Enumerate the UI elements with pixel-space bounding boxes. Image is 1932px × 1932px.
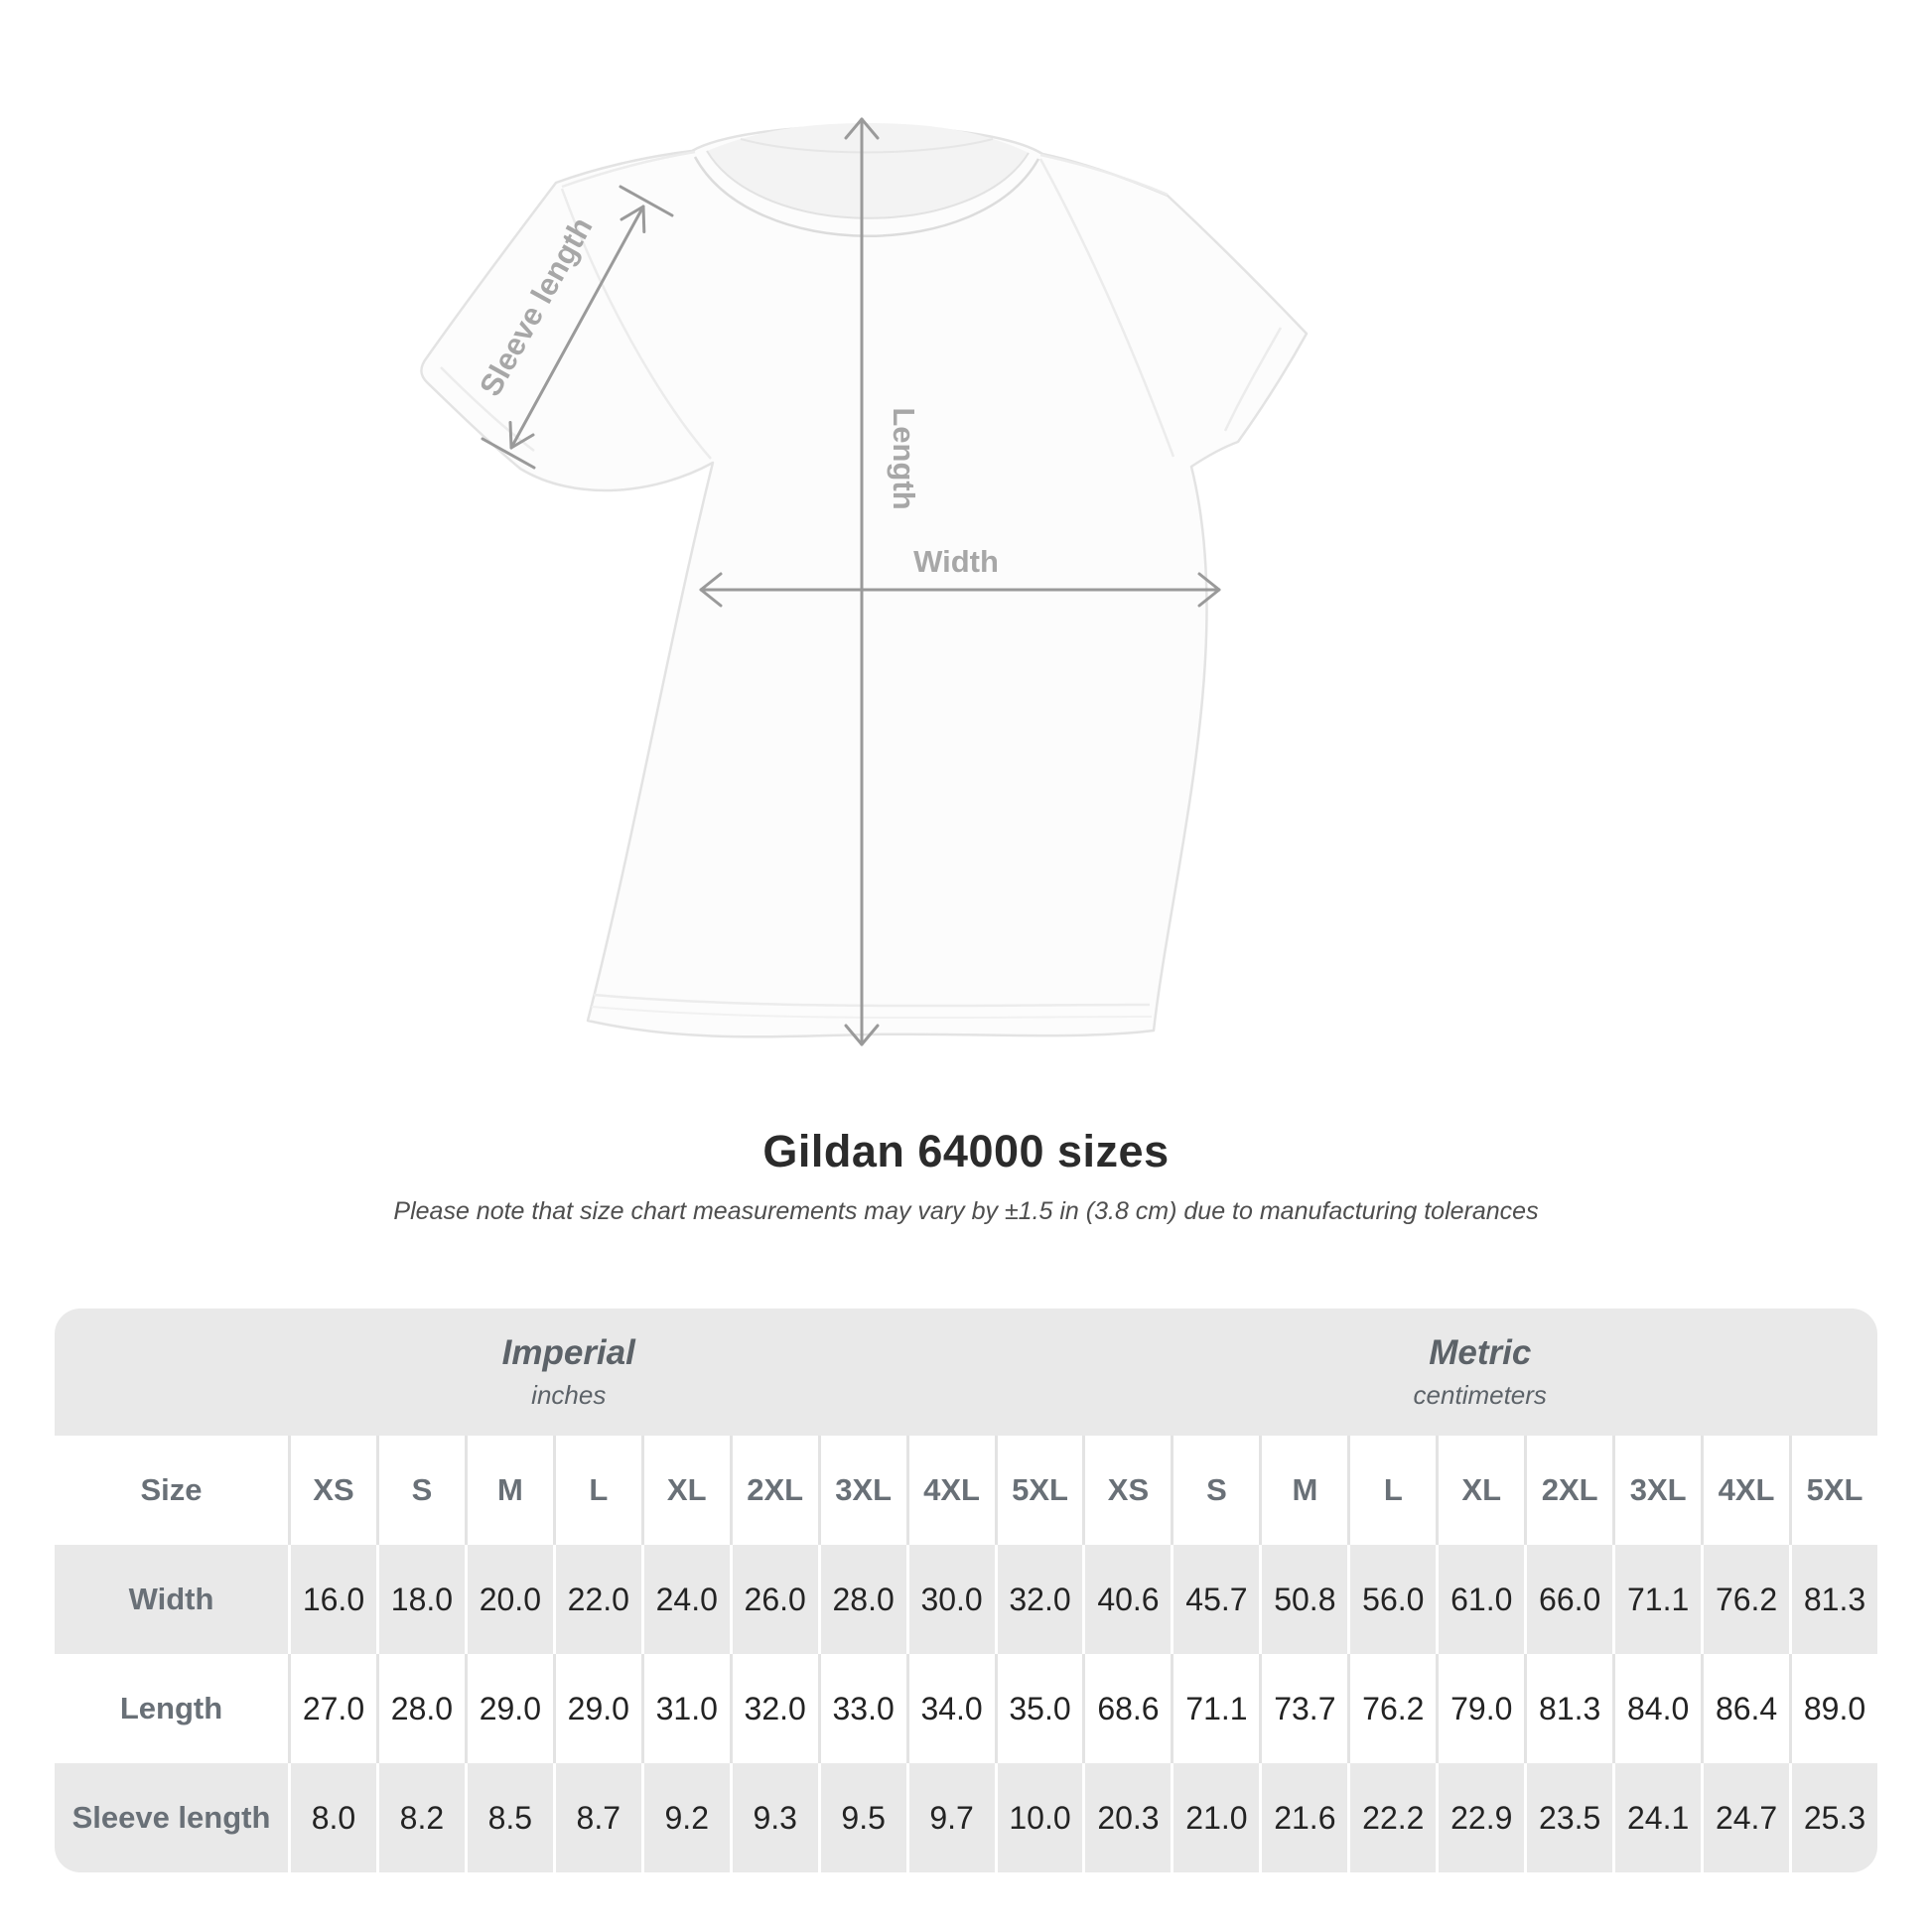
measurement-value: 71.1 <box>1612 1545 1701 1654</box>
measurement-value: 23.5 <box>1524 1763 1612 1872</box>
size-column-header: 3XL <box>818 1436 906 1545</box>
measurement-value: 26.0 <box>730 1545 818 1654</box>
unit-group-imperial <box>55 1309 1083 1436</box>
size-column-header: M <box>1259 1436 1347 1545</box>
page-title: Gildan 64000 sizes <box>762 1126 1170 1176</box>
measurement-row-label: Length <box>119 1691 223 1725</box>
metric-unit-label: centimeters <box>1413 1380 1547 1410</box>
measurement-value: 21.6 <box>1259 1763 1347 1872</box>
size-column-header: 5XL <box>1789 1436 1877 1545</box>
length-label: Length <box>887 407 921 510</box>
size-column-header: 4XL <box>1701 1436 1789 1545</box>
size-column-header: XL <box>1436 1436 1524 1545</box>
measurement-value: 76.2 <box>1701 1545 1789 1654</box>
measurement-value: 31.0 <box>641 1654 730 1763</box>
size-column-header: 3XL <box>1612 1436 1701 1545</box>
width-label: Width <box>913 544 999 579</box>
imperial-unit-label: inches <box>531 1380 607 1410</box>
measurement-value: 30.0 <box>906 1545 995 1654</box>
size-column-header: L <box>553 1436 641 1545</box>
size-column-header: XL <box>641 1436 730 1545</box>
measurement-value: 22.0 <box>553 1545 641 1654</box>
size-column-header: 2XL <box>730 1436 818 1545</box>
size-column-header: XS <box>1082 1436 1171 1545</box>
measurement-value: 28.0 <box>376 1654 465 1763</box>
measurement-value: 32.0 <box>995 1545 1083 1654</box>
measurement-value: 8.7 <box>553 1763 641 1872</box>
measurement-value: 66.0 <box>1524 1545 1612 1654</box>
measurement-value: 21.0 <box>1171 1763 1259 1872</box>
measurement-value: 8.0 <box>288 1763 376 1872</box>
measurement-value: 61.0 <box>1436 1545 1524 1654</box>
measurement-value: 81.3 <box>1789 1545 1877 1654</box>
measurement-value: 76.2 <box>1347 1654 1436 1763</box>
size-column-header: 2XL <box>1524 1436 1612 1545</box>
measurement-row-label: Sleeve length <box>71 1800 271 1835</box>
measurement-value: 81.3 <box>1524 1654 1612 1763</box>
measurement-value: 25.3 <box>1789 1763 1877 1872</box>
measurement-value: 79.0 <box>1436 1654 1524 1763</box>
measurement-value: 20.0 <box>465 1545 553 1654</box>
measurement-value: 35.0 <box>995 1654 1083 1763</box>
heading <box>0 1120 1932 1226</box>
measurement-value: 86.4 <box>1701 1654 1789 1763</box>
measurement-value: 9.5 <box>818 1763 906 1872</box>
measurement-value: 45.7 <box>1171 1545 1259 1654</box>
measurement-value: 29.0 <box>553 1654 641 1763</box>
measurement-value: 27.0 <box>288 1654 376 1763</box>
tolerance-note: Please note that size chart measurements may vary by ±1.5 in (3.8 cm) due to manufacturing tolerances <box>393 1197 1539 1225</box>
sleeve-length-label: Sleeve length <box>473 211 600 402</box>
measurement-row-label: Width <box>128 1582 214 1616</box>
measurement-value: 24.7 <box>1701 1763 1789 1872</box>
measurement-value: 32.0 <box>730 1654 818 1763</box>
measurement-value: 24.1 <box>1612 1763 1701 1872</box>
measurement-value: 68.6 <box>1082 1654 1171 1763</box>
measurement-value: 33.0 <box>818 1654 906 1763</box>
size-table <box>55 1309 1877 1872</box>
size-table-rows <box>55 1436 1877 1872</box>
measurement-value: 20.3 <box>1082 1763 1171 1872</box>
measurement-value: 16.0 <box>288 1545 376 1654</box>
size-column-header: XS <box>288 1436 376 1545</box>
measurement-value: 9.2 <box>641 1763 730 1872</box>
measurement-value: 22.9 <box>1436 1763 1524 1872</box>
metric-label: Metric <box>1429 1333 1532 1372</box>
unit-header-band <box>55 1309 1877 1436</box>
measurement-value: 10.0 <box>995 1763 1083 1872</box>
table-row <box>55 1763 1877 1872</box>
measurement-value: 8.5 <box>465 1763 553 1872</box>
measurement-value: 22.2 <box>1347 1763 1436 1872</box>
size-column-header: S <box>376 1436 465 1545</box>
measurement-value: 9.7 <box>906 1763 995 1872</box>
measurement-value: 40.6 <box>1082 1545 1171 1654</box>
size-column-header: 5XL <box>995 1436 1083 1545</box>
measurement-value: 9.3 <box>730 1763 818 1872</box>
measurement-value: 8.2 <box>376 1763 465 1872</box>
unit-group-metric <box>1083 1309 1878 1436</box>
table-row <box>55 1654 1877 1763</box>
measurement-value: 50.8 <box>1259 1545 1347 1654</box>
measurement-value: 24.0 <box>641 1545 730 1654</box>
measurement-value: 56.0 <box>1347 1545 1436 1654</box>
measurement-value: 29.0 <box>465 1654 553 1763</box>
size-column-header: M <box>465 1436 553 1545</box>
measurement-value: 73.7 <box>1259 1654 1347 1763</box>
measurement-value: 89.0 <box>1789 1654 1877 1763</box>
size-corner-label: Size <box>140 1472 203 1507</box>
size-column-header: S <box>1171 1436 1259 1545</box>
table-row <box>55 1545 1877 1654</box>
measurement-value: 18.0 <box>376 1545 465 1654</box>
imperial-label: Imperial <box>501 1333 635 1372</box>
measurement-value: 28.0 <box>818 1545 906 1654</box>
measurement-value: 71.1 <box>1171 1654 1259 1763</box>
size-column-header: L <box>1347 1436 1436 1545</box>
measurement-value: 84.0 <box>1612 1654 1701 1763</box>
table-row <box>55 1436 1877 1545</box>
size-column-header: 4XL <box>906 1436 995 1545</box>
measurement-value: 34.0 <box>906 1654 995 1763</box>
